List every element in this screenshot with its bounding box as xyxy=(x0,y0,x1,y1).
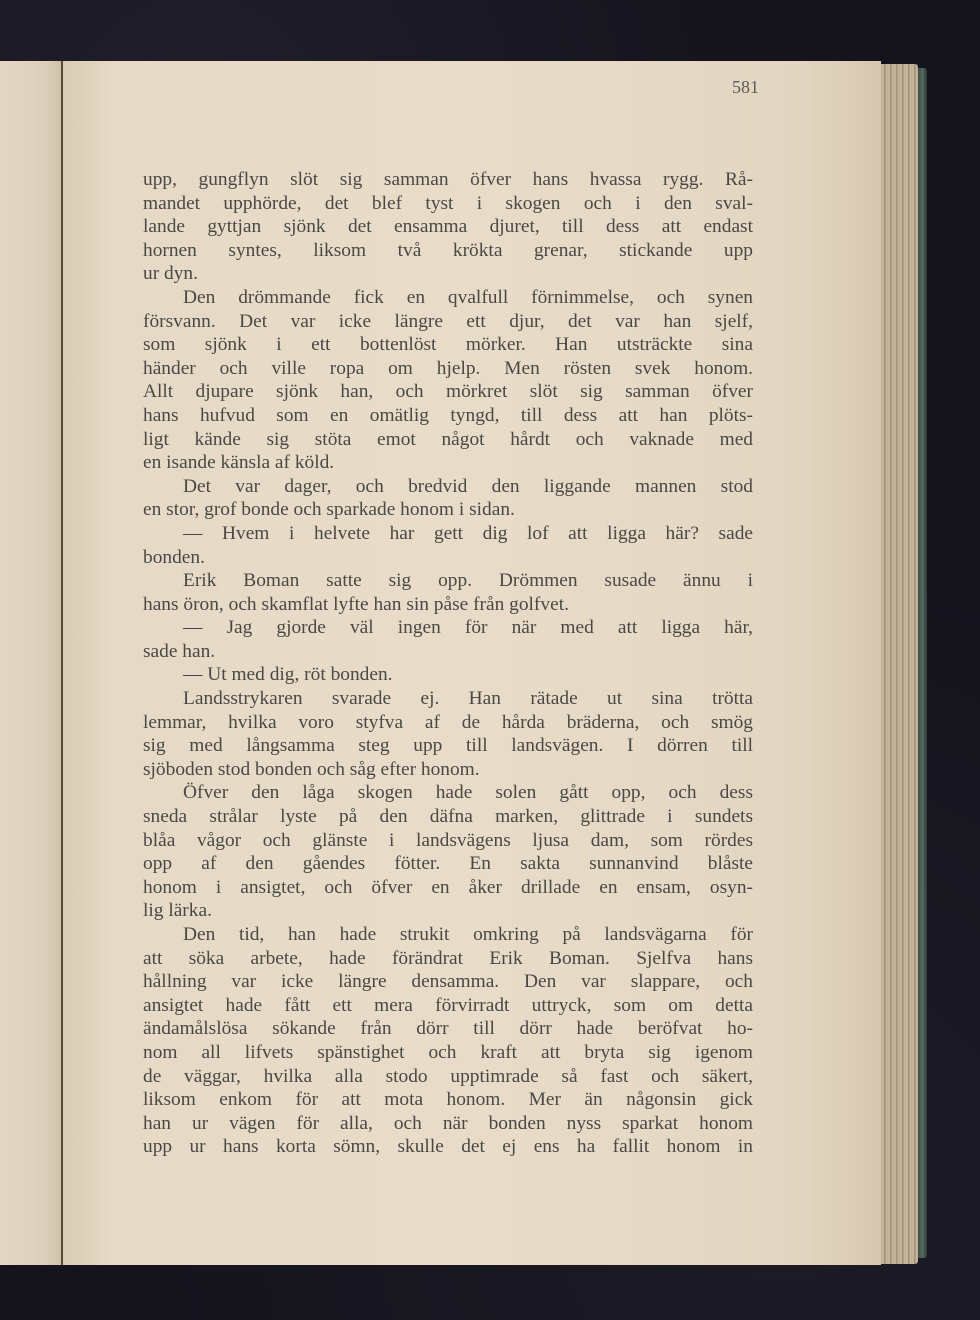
page-stack-edge xyxy=(876,64,918,1264)
text-line: hornen syntes, liksom två krökta grenar, stickande upp xyxy=(143,239,753,261)
text-line: mandet upphörde, det blef tyst i skogen och i den sval- xyxy=(143,192,753,214)
text-line: en stor, grof bonde och sparkade honom i sidan. xyxy=(143,499,515,521)
text-line: sade han. xyxy=(143,640,216,662)
text-line: — Ut med dig, röt bonden. xyxy=(183,664,393,686)
text-line: ansigtet hade fått ett mera förvirradt uttryck, som om detta xyxy=(143,994,753,1016)
text-line: sig med långsamma steg upp till landsvägen. I dörren till xyxy=(143,735,753,757)
text-line: ur dyn. xyxy=(143,263,198,285)
text-line: honom i ansigtet, och öfver en åker drillade en ensam, osyn- xyxy=(143,876,753,898)
text-line: de väggar, hvilka alla stodo upptimrade så fast och säkert, xyxy=(143,1065,753,1087)
text-line: sneda strålar lyste på den däfna marken, glittrade i sundets xyxy=(143,806,753,828)
text-line: — Hvem i helvete har gett dig lof att ligga här? sade xyxy=(183,522,753,544)
text-line: hans öron, och skamflat lyfte han sin påse från golfvet. xyxy=(143,593,569,615)
text-line: upp, gungflyn slöt sig samman öfver hans hvassa rygg. Rå- xyxy=(143,169,753,190)
page-number: 581 xyxy=(732,77,759,97)
text-line: lande gyttjan sjönk det ensamma djuret, till dess att endast xyxy=(143,216,753,238)
text-line: ligt kände sig stöta emot något hårdt och vaknade med xyxy=(143,428,753,450)
text-line: Landsstrykaren svarade ej. Han rätade ut sina trötta xyxy=(183,688,753,710)
body-text xyxy=(143,168,753,1159)
text-line: Den drömmande fick en qvalfull förnimmelse, och synen xyxy=(183,286,753,308)
text-line: försvann. Det var icke längre ett djur, det var han sjelf, xyxy=(143,310,753,332)
text-line: att söka arbete, hade förändrat Erik Boman. Sjelfva hans xyxy=(143,947,753,969)
text-line: opp af den gåendes fötter. En sakta sunnanvind blåste xyxy=(143,853,753,875)
text-line: som sjönk i ett bottenlöst mörker. Han utsträckte sina xyxy=(143,334,753,356)
text-line: han ur vägen för alla, och när bonden nyss sparkat honom xyxy=(143,1112,753,1134)
text-line: Erik Boman satte sig opp. Drömmen susade ännu i xyxy=(183,570,753,592)
text-line: händer och ville ropa om hjelp. Men rösten svek honom. xyxy=(143,357,753,379)
text-line: en isande känsla af köld. xyxy=(143,452,335,474)
text-line: Öfver den låga skogen hade solen gått opp, och dess xyxy=(183,782,753,804)
text-line: lemmar, hvilka voro styfva af de hårda bräderna, och smög xyxy=(143,711,753,733)
text-line: Den tid, han hade strukit omkring på landsvägarna för xyxy=(183,924,753,945)
text-line: hållning var icke längre densamma. Den var slappare, och xyxy=(143,971,753,993)
text-line: nom all lifvets spänstighet och kraft att bryta sig igenom xyxy=(143,1041,753,1063)
text-line: blåa vågor och glänste i landsvägens ljusa dam, som rördes xyxy=(143,829,753,851)
text-line: bonden. xyxy=(143,546,205,568)
text-line: Allt djupare sjönk han, och mörkret slöt sig samman öfver xyxy=(143,381,753,403)
text-line: — Jag gjorde väl ingen för när med att ligga här, xyxy=(183,617,753,639)
left-page-edge xyxy=(0,61,62,1265)
text-line: sjöboden stod bonden och såg efter honom. xyxy=(143,758,480,780)
text-line: Det var dager, och bredvid den liggande mannen stod xyxy=(183,475,753,497)
book-cover-edge xyxy=(918,68,927,1258)
text-line: hans hufvud som en omätlig tyngd, till dess att han plöts- xyxy=(143,404,753,426)
text-line: ändamålslösa sökande från dörr till dörr hade beröfvat ho- xyxy=(143,1018,753,1040)
text-line: upp ur hans korta sömn, skulle det ej ens ha fallit honom in xyxy=(143,1136,753,1158)
text-line: lig lärka. xyxy=(143,900,212,922)
text-line: liksom enkom för att mota honom. Mer än någonsin gick xyxy=(143,1089,753,1111)
